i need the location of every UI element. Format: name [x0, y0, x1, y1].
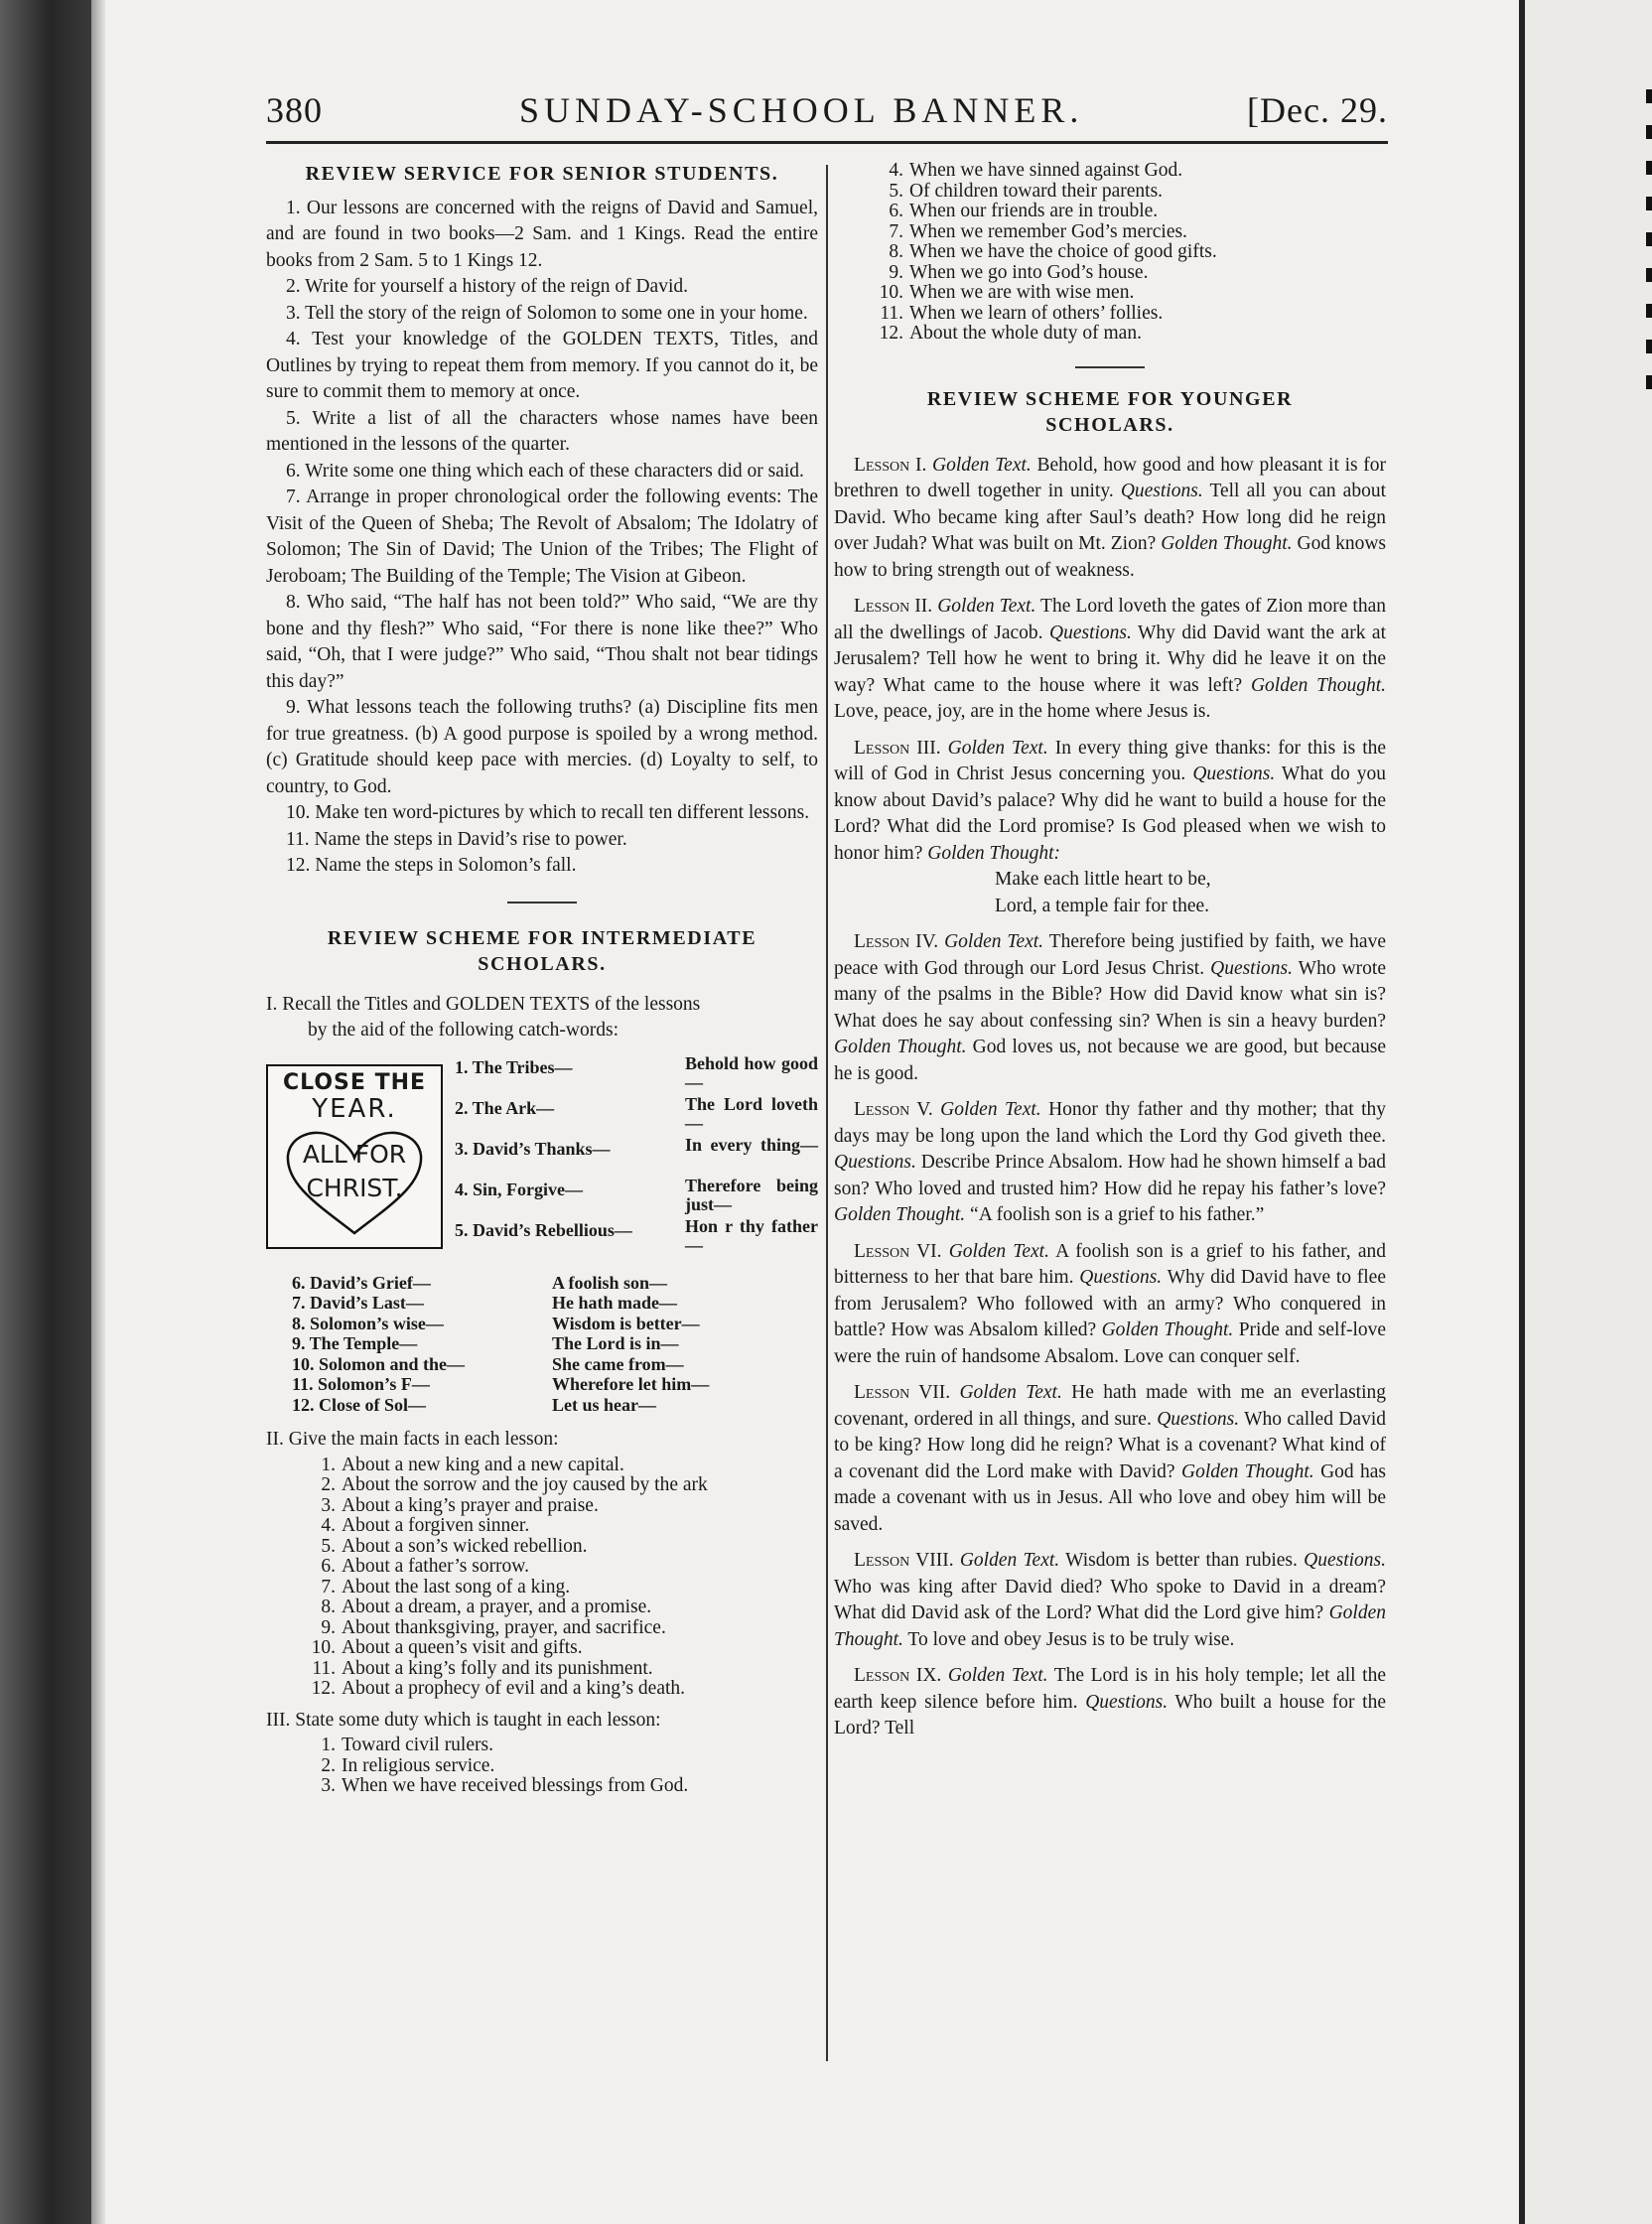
list-item	[876, 324, 1386, 345]
younger-heading-line2: SCHOLARS.	[1045, 414, 1174, 436]
catchword: 7. David’s Last—	[292, 1293, 424, 1313]
questions-text: Who built a house for the Lord? Tell	[834, 1691, 1386, 1738]
page-gutter-shadow	[91, 0, 105, 2224]
golden-text-label: Golden Text.	[937, 596, 1036, 617]
catchword-row	[455, 1054, 818, 1094]
list-number: 6.	[321, 1556, 336, 1577]
page-number: 380	[266, 90, 323, 130]
close-the-year-badge	[266, 1064, 443, 1249]
questions-text: Describe Prince Absalom. How had he shown himself a bad son? Who loved and trusted him? How did he repay his father’s love?	[834, 1152, 1387, 1199]
golden-thought-text: God knows how to bring strength out of weakness.	[834, 533, 1386, 581]
badge-line2: YEAR.	[312, 1093, 397, 1124]
questions-label: Questions.	[834, 1152, 916, 1173]
golden-thought-label: Golden Thought.	[834, 1204, 966, 1225]
catchword-row	[292, 1273, 818, 1294]
catchword: 1. The Tribes—	[455, 1056, 573, 1077]
questions-label: Questions.	[1085, 1691, 1169, 1713]
catchword: 2. The Ark—	[455, 1097, 555, 1118]
golden-thought-text: Love, peace, joy, are in the home where Jesus is.	[834, 701, 1211, 722]
golden-thought-text: “A foolish son is a grief to his father.”	[970, 1204, 1265, 1225]
lesson-label: Lesson VI.	[854, 1240, 942, 1262]
questions-label: Questions.	[1079, 1267, 1163, 1288]
questions-label: Questions.	[1120, 481, 1203, 501]
lesson-label: Lesson IX.	[854, 1665, 942, 1686]
list-item	[876, 304, 1386, 325]
golden-text-label: Golden Text.	[947, 1665, 1048, 1686]
list-text: About a prophecy of evil and a king’s death.	[342, 1678, 686, 1699]
list-text: About a king’s folly and its punishment.	[342, 1657, 653, 1679]
catchword-text: Hon r thy father—	[685, 1215, 818, 1255]
list-text: When we are with wise men.	[909, 282, 1135, 303]
golden-text-label: Golden Text.	[944, 931, 1044, 952]
golden-text: Therefore being justified by faith, we have peace with God through our Lord Jesus Christ.	[834, 931, 1386, 979]
list-text: When we remember God’s mercies.	[909, 220, 1187, 242]
section-divider	[1075, 366, 1145, 368]
list-text: About a queen’s visit and gifts.	[342, 1637, 583, 1658]
right-column	[834, 161, 1386, 1752]
questions-text: Who was king after David died? Who spoke to David in a dream? What did David ask of the Lord? What did the Lord give him?	[834, 1576, 1386, 1623]
questions-label: Questions.	[1210, 957, 1293, 979]
catchword: 3. David’s Thanks—	[455, 1138, 611, 1159]
list-text: When our friends are in trouble.	[909, 201, 1159, 221]
list-number: 12.	[311, 1678, 336, 1699]
list-number: 3.	[321, 1775, 336, 1796]
questions-text: Who wrote many of the psalms in the Bible? How did David know what sin is? What does he say about confessing sin? When is sin a heavy burden?	[834, 957, 1387, 1032]
section-3-list-part1	[266, 1736, 818, 1797]
questions-text: Who called David to be king? How long did he reign? What is a covenant? What kind of a covenant did the Lord make with David?	[834, 1408, 1386, 1482]
senior-item: 7. Arrange in proper chronological order the following events: The Visit of the Queen of Sheba; The Revolt of Absalom; The Idolatry of Solomon; The Sin of David; The Union of the Tribes; The Flight of Jeroboam; The Building of the Temple; The Vision at Gibeon.	[266, 486, 818, 587]
section-1-line2: by the aid of the following catch-words:	[308, 1020, 619, 1041]
lesson-label: Lesson VII.	[854, 1382, 951, 1403]
list-item	[876, 263, 1386, 284]
list-number: 2.	[321, 1474, 336, 1495]
senior-item: 2. Write for yourself a history of the reign of David.	[286, 276, 688, 297]
catchword: 11. Solomon’s F—	[292, 1374, 430, 1394]
list-text: About a king’s prayer and praise.	[342, 1494, 599, 1516]
list-text: When we learn of others’ follies.	[909, 302, 1164, 324]
list-number: 7.	[321, 1576, 336, 1598]
catchword-row	[292, 1314, 818, 1334]
golden-thought-label: Golden Thought.	[1180, 1460, 1314, 1482]
golden-text-label: Golden Text.	[948, 1240, 1049, 1262]
golden-thought-text: God has made a covenant with us in Jesus. All who love and obey him will be saved.	[834, 1460, 1387, 1535]
lesson-label: Lesson VIII.	[854, 1550, 954, 1571]
list-number: 11.	[880, 302, 903, 324]
running-title: SUNDAY-SCHOOL BANNER.	[519, 90, 1084, 130]
catchword-text: The Lord loveth—	[685, 1093, 818, 1133]
golden-thought-label: Golden Thought.	[1101, 1320, 1234, 1340]
golden-text: Honor thy father and thy mother; that thy days may be long upon the land which the Lord thy God giveth thee.	[834, 1099, 1386, 1147]
catchword: 12. Close of Sol—	[292, 1394, 426, 1415]
heart-line1: ALL FOR	[302, 1139, 407, 1169]
list-text: Toward civil rulers.	[342, 1735, 493, 1755]
list-item	[876, 202, 1386, 222]
list-number: 1.	[321, 1454, 336, 1475]
list-text: In religious service.	[342, 1754, 495, 1776]
golden-text: A foolish son is a grief to his father, and bitterness to her that bare him.	[834, 1240, 1387, 1288]
lesson-paragraph	[834, 1380, 1386, 1538]
list-number: 9.	[321, 1616, 336, 1638]
issue-date: [Dec. 29.	[1247, 90, 1388, 130]
lesson-paragraph	[834, 1663, 1386, 1742]
senior-item: 12. Name the steps in Solomon’s fall.	[286, 855, 577, 876]
lesson-label: Lesson I.	[854, 454, 927, 476]
list-item	[308, 1598, 818, 1618]
column-rule	[826, 165, 828, 2061]
catchword-row	[455, 1136, 818, 1176]
list-item	[308, 1659, 818, 1680]
catchword: 4. Sin, Forgive—	[455, 1179, 583, 1199]
section-divider	[507, 902, 577, 904]
questions-label: Questions.	[1192, 764, 1276, 784]
golden-text-label: Golden Text.	[959, 1382, 1062, 1403]
questions-text: Tell all you can about David. Who became king after Saul’s death? How long did he reign over Judah? What was built on Mt. Zion?	[834, 481, 1386, 554]
list-number: 10.	[311, 1637, 336, 1658]
intermediate-heading-line2: SCHOLARS.	[478, 953, 607, 975]
list-number: 12.	[879, 323, 903, 344]
catchwords-list	[292, 1273, 818, 1416]
adjacent-page-edge	[1519, 0, 1652, 2224]
lesson-paragraph	[834, 736, 1386, 920]
list-item	[308, 1736, 818, 1756]
list-item	[876, 283, 1386, 304]
catchword-box-area	[266, 1054, 818, 1273]
heart-line2: CHRIST.	[306, 1173, 403, 1202]
list-item	[308, 1618, 818, 1639]
section-3-title: III. State some duty which is taught in each lesson:	[266, 1709, 661, 1731]
list-item	[876, 161, 1386, 182]
list-item	[876, 182, 1386, 203]
list-number: 4.	[889, 160, 903, 181]
golden-text-label: Golden Text.	[959, 1550, 1060, 1571]
catchword-row	[455, 1217, 818, 1257]
catchword-row	[292, 1293, 818, 1314]
younger-lessons	[834, 453, 1386, 1742]
golden-text-label: Golden Text.	[940, 1099, 1041, 1120]
catchword: 5. David’s Rebellious—	[455, 1219, 632, 1240]
list-item	[876, 242, 1386, 263]
lesson-label: Lesson II.	[854, 596, 933, 617]
senior-heading: REVIEW SERVICE FOR SENIOR STUDENTS.	[305, 163, 779, 185]
catchword-row	[455, 1177, 818, 1216]
golden-text: The Lord is in his holy temple; let all the earth keep silence before him.	[834, 1665, 1386, 1713]
list-text: When we have sinned against God.	[909, 160, 1183, 181]
list-number: 5.	[321, 1535, 336, 1557]
list-item	[308, 1516, 818, 1537]
list-number: 6.	[889, 201, 903, 221]
golden-thought-text: God loves us, not because we are good, but because he is good.	[834, 1037, 1386, 1084]
verse-line: Make each little heart to be,	[995, 869, 1211, 890]
list-text: When we have received blessings from God.	[342, 1775, 689, 1796]
lesson-label: Lesson IV.	[854, 931, 939, 952]
golden-text: Behold, how good and how pleasant it is for brethren to dwell together in unity.	[834, 454, 1387, 501]
list-number: 1.	[321, 1735, 336, 1755]
list-text: About the last song of a king.	[342, 1576, 571, 1598]
badge-line1: CLOSE THE	[282, 1069, 427, 1095]
questions-label: Questions.	[1049, 622, 1132, 643]
lesson-paragraph	[834, 594, 1386, 726]
list-text: About the whole duty of man.	[909, 323, 1142, 344]
list-number: 10.	[879, 282, 903, 303]
list-item	[308, 1557, 818, 1578]
golden-text: The Lord loveth the gates of Zion more than all the dwellings of Jacob.	[834, 596, 1386, 643]
questions-label: Questions.	[1157, 1408, 1240, 1430]
section-3-list-part2	[834, 161, 1386, 345]
catchword-text: In every thing—	[685, 1134, 818, 1155]
section-2-title: II. Give the main facts in each lesson:	[266, 1429, 559, 1450]
catchword-row	[292, 1374, 818, 1395]
list-item	[308, 1578, 818, 1598]
senior-items	[266, 196, 818, 880]
golden-thought-label: Golden Thought.	[1161, 533, 1293, 554]
list-number: 5.	[889, 180, 903, 202]
golden-thought-label: Golden Thought.	[834, 1602, 1386, 1650]
senior-item: 11. Name the steps in David’s rise to power.	[286, 828, 627, 850]
list-text: When we go into God’s house.	[909, 261, 1149, 283]
list-text: Of children toward their parents.	[909, 180, 1164, 202]
senior-item: 6. Write some one thing which each of these characters did or said.	[286, 460, 804, 482]
list-text: About a son’s wicked rebellion.	[342, 1535, 588, 1557]
list-text: About the sorrow and the joy caused by the ark	[342, 1474, 708, 1495]
catchword-row	[292, 1333, 818, 1354]
lesson-paragraph	[834, 453, 1386, 585]
questions-text: Why did David have to flee from Jerusalem? Who followed with an army? Who conquered in battle? How was Absalom killed?	[834, 1267, 1386, 1340]
lesson-paragraph	[834, 929, 1386, 1087]
catchword-text: Let us hear—	[552, 1394, 656, 1415]
list-item	[308, 1475, 818, 1496]
list-number: 7.	[889, 220, 903, 242]
questions-text: What do you know about David’s palace? Why did he want to build a house for the Lord? What did the Lord promise? Is God pleased when we wish to honor him?	[834, 764, 1386, 864]
golden-text: He hath made with me an everlasting covenant, ordered in all things, and sure.	[834, 1382, 1386, 1430]
catchword-text: Wherefore let him—	[552, 1374, 710, 1394]
catchword-row	[292, 1354, 818, 1375]
questions-label: Questions.	[1304, 1550, 1386, 1571]
senior-item: 9. What lessons teach the following truths? (a) Discipline fits men for true greatness. (b) A good purpose is spoiled by a wrong method. (c) Gratitude should keep pace with mercies. (d) Loyalty to self, to country, to God.	[266, 697, 818, 797]
list-number: 11.	[312, 1657, 336, 1679]
list-item	[308, 1537, 818, 1558]
catchword-text: Therefore being just—	[685, 1175, 818, 1214]
senior-item: 1. Our lessons are concerned with the reigns of David and Samuel, and are found in two books—2 Sam. and 1 Kings. Read the entire books from 2 Sam. 5 to 1 Kings 12.	[266, 197, 818, 271]
catchword: 8. Solomon’s wise—	[292, 1313, 444, 1333]
catchword-text: Wisdom is better—	[552, 1313, 700, 1333]
senior-item: 5. Write a list of all the characters whose names have been mentioned in the lessons of the quarter.	[266, 407, 818, 455]
golden-thought-label: Golden Thought.	[834, 1037, 967, 1057]
golden-text: Wisdom is better than rubies.	[1065, 1550, 1298, 1571]
list-item	[308, 1756, 818, 1777]
list-number: 4.	[321, 1515, 336, 1536]
list-number: 3.	[321, 1494, 336, 1516]
verse-line: Lord, a temple fair for thee.	[995, 895, 1210, 916]
golden-text-label: Golden Text.	[947, 737, 1048, 759]
adjacent-page-text-fragments	[1646, 89, 1652, 407]
lesson-label: Lesson V.	[854, 1099, 933, 1120]
younger-heading-line1: REVIEW SCHEME FOR YOUNGER	[926, 387, 1294, 410]
list-item	[876, 222, 1386, 243]
senior-item: 8. Who said, “The half has not been told?” Who said, “We are thy bone and thy flesh?” Who said, “For there is none like thee?” Who said, “Oh, that I were judge?” Who said, “Thou shalt not bear tidings this day?”	[266, 592, 818, 692]
catchword: 9. The Temple—	[292, 1333, 418, 1353]
lesson-label: Lesson III.	[854, 737, 941, 759]
list-text: About thanksgiving, prayer, and sacrifice.	[342, 1616, 666, 1638]
senior-item: 10. Make ten word-pictures by which to recall ten different lessons.	[286, 802, 810, 823]
adjacent-page-fold	[1519, 0, 1525, 2224]
catchword-row	[292, 1395, 818, 1416]
catchword: 10. Solomon and the—	[292, 1353, 466, 1374]
section-1-line1: I. Recall the Titles and GOLDEN TEXTS of the lessons	[266, 993, 701, 1015]
intermediate-section-1-title	[266, 992, 818, 1044]
golden-thought-label: Golden Thought:	[927, 842, 1061, 864]
list-text: About a forgiven sinner.	[342, 1515, 530, 1536]
list-number: 9.	[889, 261, 903, 283]
header-rule	[266, 141, 1388, 144]
catchword-text: The Lord is in—	[552, 1333, 679, 1353]
list-item	[308, 1776, 818, 1797]
golden-thought-text: Pride and self-love were the ruin of handsome Absalom. Love can conquer self.	[834, 1320, 1387, 1367]
page-header	[266, 89, 1388, 133]
catchword-text: Behold how good—	[685, 1052, 818, 1092]
left-column	[266, 161, 818, 1805]
list-item	[308, 1638, 818, 1659]
lesson-paragraph	[834, 1239, 1386, 1371]
list-text: About a father’s sorrow.	[342, 1556, 529, 1577]
golden-text: In every thing give thanks: for this is the will of God in Christ Jesus concerning you.	[834, 737, 1387, 784]
senior-item: 4. Test your knowledge of the GOLDEN TEXTS, Titles, and Outlines by trying to repeat them from memory. If you cannot do it, be sure to commit them to memory at once.	[266, 329, 818, 402]
golden-thought-label: Golden Thought.	[1250, 674, 1387, 696]
lesson-paragraph	[834, 1097, 1386, 1229]
golden-thought-text: To love and obey Jesus is to be truly wise.	[907, 1628, 1235, 1650]
list-item	[308, 1496, 818, 1517]
list-item	[308, 1679, 818, 1700]
list-item	[308, 1456, 818, 1476]
list-text: When we have the choice of good gifts.	[909, 241, 1217, 262]
section-2-list	[266, 1456, 818, 1700]
catchword-row	[455, 1095, 818, 1135]
questions-text: Why did David want the ark at Jerusalem? Tell how he went to bring it. Why did he leave it on the way? What came to the house where it was left?	[834, 622, 1386, 696]
senior-item: 3. Tell the story of the reign of Solomon to some one in your home.	[286, 302, 808, 324]
list-number: 8.	[889, 241, 903, 262]
catchword-text: She came from—	[552, 1353, 684, 1374]
list-text: About a dream, a prayer, and a promise.	[342, 1597, 652, 1617]
lesson-paragraph	[834, 1548, 1386, 1653]
intermediate-heading-line1: REVIEW SCHEME FOR INTERMEDIATE	[327, 926, 757, 949]
catchword-text: He hath made—	[552, 1293, 677, 1313]
catchword-text: A foolish son—	[552, 1272, 668, 1293]
list-text: About a new king and a new capital.	[342, 1454, 624, 1475]
golden-text-label: Golden Text.	[932, 454, 1032, 476]
list-number: 2.	[321, 1754, 336, 1776]
book-binding-left	[0, 0, 91, 2224]
catchword: 6. David’s Grief—	[292, 1272, 431, 1293]
list-number: 8.	[321, 1597, 336, 1617]
